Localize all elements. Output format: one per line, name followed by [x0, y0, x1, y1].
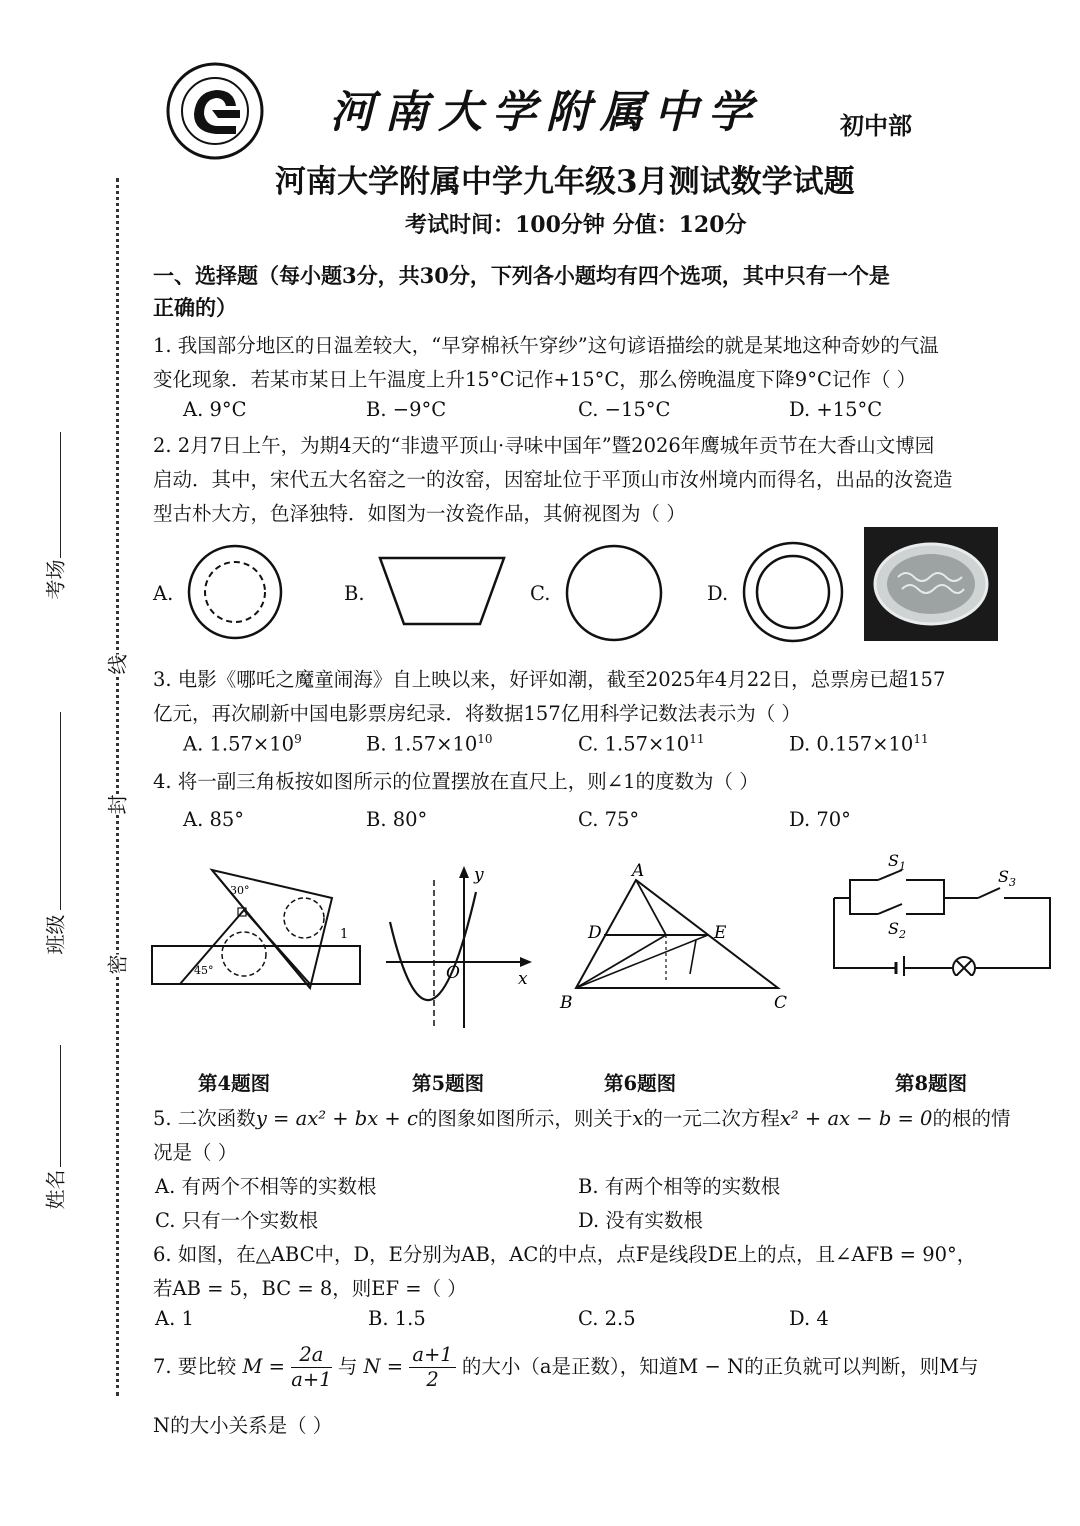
seal-char-feng: 封: [98, 795, 135, 815]
q2-option-a-figure: [186, 543, 284, 641]
section1-title-line2: 正确的）: [153, 295, 237, 320]
q1-line1: 1. 我国部分地区的日温差较大，“早穿棉袄午穿纱”这句谚语描绘的就是某地这种奇妙的气温: [153, 334, 939, 357]
fig4-diagram: [148, 862, 368, 992]
q5-option-d: D. 没有实数根: [578, 1209, 703, 1232]
exam-title: 河南大学附属中学九年级3月测试数学试题: [275, 164, 855, 200]
q1-option-d: D. +15°C: [789, 398, 883, 421]
seal-char-mi: 密: [98, 955, 135, 975]
q5-line2: 况是（ ）: [153, 1141, 238, 1164]
q5-option-c: C. 只有一个实数根: [155, 1209, 319, 1232]
q2-option-a-label: A.: [153, 582, 174, 605]
fig4-caption: 第4题图: [198, 1072, 271, 1095]
fig6-label-e: E: [714, 923, 727, 943]
q6-line1: 6. 如图，在△ABC中，D，E分别为AB，AC的中点，点F是线段DE上的点，且∠AFB = 90°，: [153, 1243, 977, 1266]
q7-fraction-n: $\frac{a+1}{2}$: [409, 1343, 455, 1392]
q2-line1: 2. 2月7日上午，为期4天的“非遗平顶山·寻味中国年”暨2026年鹰城年贡节在大香山文博园: [153, 434, 935, 457]
label-name: 姓名: [43, 1169, 68, 1210]
fig6-label-d: D: [588, 923, 602, 943]
q7-fraction-m: $\frac{2a}{a+1}$: [291, 1343, 332, 1391]
q3-line1: 3. 电影《哪吒之魔童闹海》自上映以来，好评如潮，截至2025年4月22日，总票房已超157: [153, 668, 946, 691]
fig5-label-y: y: [474, 865, 484, 885]
q5-line1: 5. 二次函数y = ax² + bx + c的图象如图所示，则关于x的一元二次方程x² + ax − b = 0的根的情: [153, 1107, 1011, 1130]
fig5-diagram: [380, 862, 540, 1032]
exam-info: 考试时间：100分钟 分值：120分: [405, 212, 747, 238]
section1-title-line1: 一、选择题（每小题3分，共30分，下列各小题均有四个选项，其中只有一个是: [153, 263, 890, 288]
q3-option-c: C. $1.57\times 10^{11}$: [578, 732, 705, 756]
q5-option-b: B. 有两个相等的实数根: [578, 1175, 781, 1198]
fig8-label-s2: $S_2$: [888, 919, 906, 941]
fig6-caption: 第6题图: [604, 1072, 677, 1095]
q4-option-d: D. 70°: [789, 808, 851, 831]
q7-line2: N的大小关系是（ ）: [153, 1414, 333, 1437]
q2-option-d-label: D.: [707, 582, 729, 605]
q6-line2: 若AB = 5，BC = 8，则EF =（ ）: [153, 1277, 467, 1300]
seal-char-xian: 线: [98, 655, 135, 675]
q4-line1: 4. 将一副三角板按如图所示的位置摆放在直尺上，则∠1的度数为（ ）: [153, 770, 759, 793]
q4-option-a: A. 85°: [183, 808, 245, 831]
exam-room-blank[interactable]: [60, 432, 61, 558]
label-class: 班级: [43, 914, 68, 955]
fig5-caption: 第5题图: [412, 1072, 485, 1095]
q2-option-c-figure: [564, 543, 664, 643]
school-name: 河南大学附属中学: [330, 87, 762, 138]
q6-option-b: B. 1.5: [368, 1307, 426, 1330]
fig4-label-1: 1: [340, 927, 349, 942]
q4-option-b: B. 80°: [366, 808, 428, 831]
q3-line2: 亿元，再次刷新中国电影票房纪录．将数据157亿用科学记数法表示为（ ）: [153, 702, 801, 725]
q6-option-c: C. 2.5: [578, 1307, 636, 1330]
q5-option-a: A. 有两个不相等的实数根: [155, 1175, 377, 1198]
fig4-label-45: 45°: [194, 964, 214, 977]
fig8-circuit: [828, 852, 1058, 976]
fig5-label-o: O: [446, 963, 460, 983]
q2-option-b-figure: [377, 554, 507, 628]
school-logo: [166, 62, 264, 160]
q6-option-a: A. 1: [155, 1307, 194, 1330]
ru-porcelain-photo: [864, 527, 998, 641]
q1-line2: 变化现象．若某市某日上午温度上升15°C记作+15°C，那么傍晚温度下降9°C记作（ ）: [153, 368, 917, 391]
q3-option-a: A. $1.57\times 10^9$: [183, 732, 302, 756]
q1-option-c: C. −15°C: [578, 398, 671, 421]
q2-option-d-figure: [741, 540, 845, 644]
fig8-label-s1: $S_1$: [888, 852, 906, 873]
q2-line2: 启动．其中，宋代五大名窑之一的汝窑，因窑址位于平顶山市汝州境内而得名，出品的汝瓷造: [153, 468, 953, 491]
label-exam-room: 考场: [43, 559, 68, 600]
fig5-label-x: x: [518, 969, 528, 989]
q1-option-a: A. 9°C: [183, 398, 247, 421]
q1-option-b: B. −9°C: [366, 398, 447, 421]
q2-option-c-label: C.: [530, 582, 551, 605]
q6-option-d: D. 4: [789, 1307, 829, 1330]
fig8-caption: 第8题图: [895, 1072, 968, 1095]
fig6-diagram: [556, 862, 796, 1012]
q7-line1: 7. 要比较 M = $\frac{2a}{a+1}$ 与 N = $\frac{a+1}{2}$ 的大小（a是正数），知道M − N的正负就可以判断，则M与: [153, 1343, 979, 1391]
q3-option-d: D. $0.157\times 10^{11}$: [789, 732, 929, 756]
name-blank[interactable]: [60, 1045, 61, 1167]
q2-line3: 型古朴大方，色泽独特．如图为一汝瓷作品，其俯视图为（ ）: [153, 502, 686, 525]
fig4-label-30: 30°: [230, 884, 250, 897]
q3-option-b: B. $1.57\times 10^{10}$: [366, 732, 493, 756]
q2-option-b-label: B.: [344, 582, 365, 605]
fig6-label-b: B: [560, 993, 573, 1012]
fig6-label-c: C: [774, 993, 788, 1012]
binding-dotted-line: [116, 178, 119, 1396]
division-label: 初中部: [840, 111, 912, 140]
class-blank[interactable]: [60, 712, 61, 910]
q4-option-c: C. 75°: [578, 808, 640, 831]
fig6-label-a: A: [632, 862, 645, 881]
fig8-label-s3: $S_3$: [998, 867, 1016, 889]
